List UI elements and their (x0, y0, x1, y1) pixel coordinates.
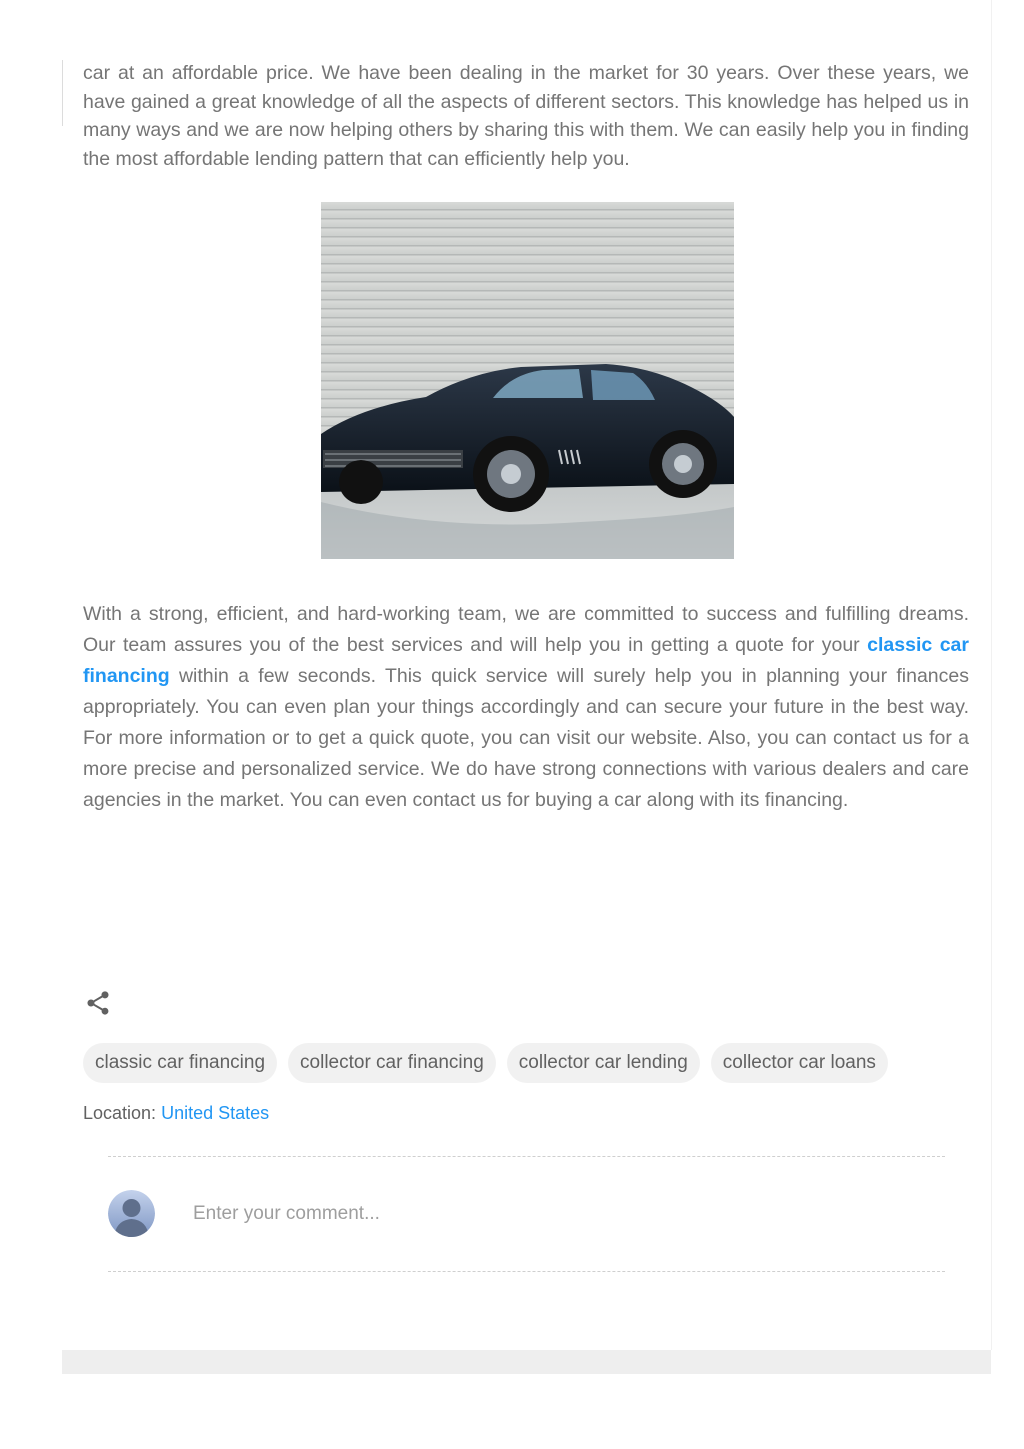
label-chip-classic-car-financing[interactable]: classic car financing (83, 1043, 277, 1083)
location-prefix: Location: (83, 1103, 157, 1123)
share-icon[interactable] (84, 989, 112, 1017)
blockquote-rule (62, 60, 63, 126)
comment-divider-bottom (108, 1271, 945, 1272)
avatar (108, 1190, 155, 1237)
comment-divider-top (108, 1156, 945, 1157)
corvette-photo (321, 202, 734, 559)
paragraph-text: within a few seconds. This quick service will surely help you in planning your finances appropriately. You can even plan your things accordingly and can secure your future in the best way. For more information or to get a quick quote, you can visit our website. Also, you can contact us for a more precise and personalized service. We do have strong connections with various dealers and care agencies in the market. You can even contact us for buying a car along with its financing. (83, 665, 969, 811)
label-chip-collector-car-loans[interactable]: collector car loans (711, 1043, 888, 1083)
content-border (991, 0, 992, 1350)
label-chips (83, 1043, 888, 1083)
post-location (83, 1103, 269, 1124)
paragraph-text: With a strong, efficient, and hard-working team, we are committed to success and fulfilling dreams. Our team assures you of the best services and will help you in getting a quote for your (83, 603, 969, 656)
label-chip-collector-car-lending[interactable]: collector car lending (507, 1043, 700, 1083)
post-paragraph-1: car at an affordable price. We have been dealing in the market for 30 years. Over these years, we have gained a great knowledge of all the aspects of different sectors. This knowledge has helped us in many ways and we are now helping others by sharing this with them. We can easily help you in finding the most affordable lending pattern that can efficiently help you. (83, 62, 969, 170)
classic-car-financing-link[interactable]: classic car financing (83, 634, 969, 687)
label-chip-collector-car-financing[interactable]: collector car financing (288, 1043, 496, 1083)
comment-input[interactable] (180, 1194, 946, 1234)
post-paragraph-2 (83, 599, 969, 816)
location-link[interactable]: United States (161, 1103, 270, 1123)
footer-bar (62, 1350, 991, 1374)
